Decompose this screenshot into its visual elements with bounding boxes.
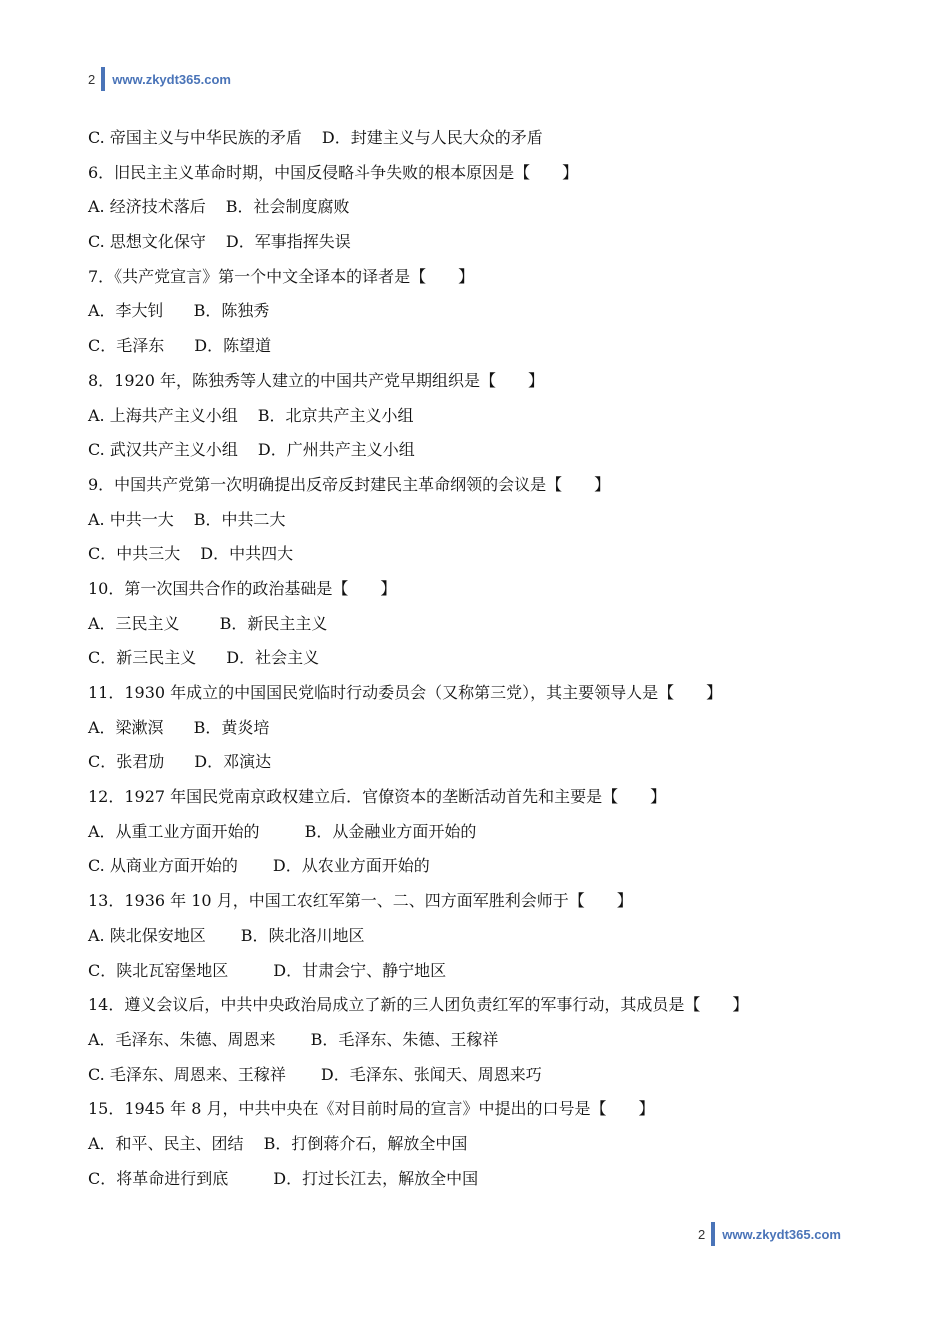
question-line	[88, 780, 868, 815]
option-line	[88, 1023, 868, 1058]
option-text: B．陈独秀	[193, 301, 270, 321]
option-line	[88, 1127, 868, 1162]
question-line	[88, 572, 868, 607]
option-text: D．打过长江去，解放全中国	[273, 1168, 479, 1188]
option-line	[88, 849, 868, 884]
option-text: B．社会制度腐败	[225, 197, 350, 217]
option-text: A. 上海共产主义小组	[88, 405, 238, 425]
option-text: B．打倒蒋介石，解放全中国	[263, 1133, 468, 1153]
question-text: 6．旧民主主义革命时期，中国反侵略斗争失败的根本原因是【 】	[88, 162, 579, 182]
option-line	[88, 399, 868, 434]
option-line	[88, 1058, 868, 1093]
footer-page-number: 2	[698, 1226, 706, 1242]
option-text: D．从农业方面开始的	[272, 856, 430, 876]
question-text: 8．1920 年，陈独秀等人建立的中国共产党早期组织是【 】	[88, 370, 544, 390]
question-text: 14．遵义会议后，中共中央政治局成立了新的三人团负责红军的军事行动，其成员是【 】	[88, 995, 749, 1015]
option-text: B．从金融业方面开始的	[304, 821, 477, 841]
option-line	[88, 1162, 868, 1197]
option-text: A．李大钊	[88, 301, 164, 321]
option-text: A．梁漱溟	[88, 717, 164, 737]
question-text: 11．1930 年成立的中国国民党临时行动委员会（又称第三党），其主要领导人是【 】	[88, 683, 723, 702]
option-text: C．毛泽东	[88, 336, 165, 356]
question-text: 13．1936 年 10 月，中国工农红军第一、二、四方面军胜利会师于【 】	[88, 891, 633, 911]
option-text: D．中共四大	[200, 544, 294, 564]
option-text: C. 从商业方面开始的	[88, 856, 238, 876]
option-text: B．北京共产主义小组	[257, 405, 414, 425]
option-text: D．社会主义	[226, 648, 320, 668]
question-list	[88, 121, 868, 1196]
option-line	[88, 225, 868, 260]
option-text: C．中共三大	[88, 544, 181, 564]
option-text: A．三民主义	[88, 613, 180, 633]
question-line	[88, 676, 868, 711]
footer-divider	[711, 1222, 715, 1246]
option-text: A．和平、民主、团结	[88, 1133, 244, 1153]
footer-site: www.zkydt365.com	[722, 1226, 841, 1242]
option-text: A. 中共一大	[88, 509, 174, 529]
option-text: B．陕北洛川地区	[240, 925, 365, 945]
question-line	[88, 988, 868, 1023]
option-line	[88, 607, 868, 642]
option-text: D．陈望道	[194, 336, 272, 356]
option-line	[88, 329, 868, 364]
option-line	[88, 503, 868, 538]
question-text: 15．1945 年 8 月，中共中央在《对目前时局的宣言》中提出的口号是【 】	[88, 1099, 655, 1119]
option-text: C. 毛泽东、周恩来、王稼祥	[88, 1064, 286, 1084]
question-line	[88, 156, 868, 191]
question-text: 12．1927 年国民党南京政权建立后．官僚资本的垄断活动首先和主要是【 】	[88, 787, 667, 807]
option-text: C．将革命进行到底	[88, 1168, 229, 1188]
option-text: C. 武汉共产主义小组	[88, 440, 238, 460]
option-text: A．毛泽东、朱德、周恩来	[88, 1029, 276, 1049]
question-line	[88, 468, 868, 503]
option-text: D．封建主义与人民大众的矛盾	[321, 128, 543, 147]
option-text: A. 陕北保安地区	[88, 925, 206, 945]
option-text: A. 经济技术落后	[88, 197, 206, 217]
option-line	[88, 433, 868, 468]
option-line	[88, 919, 868, 954]
option-text: D．邓演达	[194, 752, 272, 772]
option-text: D．毛泽东、张闻天、周恩来巧	[320, 1064, 542, 1084]
question-line	[88, 364, 868, 399]
option-text: C．新三民主义	[88, 648, 197, 668]
option-text: C．张君劢	[88, 752, 165, 772]
option-text: B．新民主主义	[219, 613, 328, 633]
option-line	[88, 190, 868, 225]
question-line	[88, 1092, 868, 1127]
option-line	[88, 815, 868, 850]
question-line	[88, 260, 868, 295]
option-text: D．广州共产主义小组	[257, 440, 415, 460]
option-line	[88, 745, 868, 780]
header-site: www.zkydt365.com	[112, 71, 231, 87]
question-line	[88, 884, 868, 919]
page-footer	[698, 1222, 841, 1246]
option-text: C．陕北瓦窑堡地区	[88, 960, 229, 980]
option-line	[88, 537, 868, 572]
option-line	[88, 711, 868, 746]
option-text: B．中共二大	[193, 509, 286, 529]
header-page-number: 2	[88, 71, 96, 87]
option-line	[88, 294, 868, 329]
option-text: A．从重工业方面开始的	[88, 821, 260, 841]
question-text: 7．《共产党宣言》第一个中文全译本的译者是【 】	[88, 266, 475, 286]
option-text: D．军事指挥失误	[225, 232, 351, 252]
question-text: 10．第一次国共合作的政治基础是【 】	[88, 578, 397, 598]
option-text: C. 思想文化保守	[88, 232, 206, 252]
option-text: B．黄炎培	[193, 717, 270, 737]
header-divider	[101, 67, 105, 91]
option-text: B．毛泽东、朱德、王稼祥	[310, 1029, 499, 1049]
option-text: D．甘肃会宁、静宁地区	[273, 960, 447, 980]
option-text: C. 帝国主义与中华民族的矛盾	[88, 128, 302, 147]
option-line	[88, 641, 868, 676]
question-text: 9．中国共产党第一次明确提出反帝反封建民主革命纲领的会议是【 】	[88, 474, 611, 494]
page-header	[88, 67, 231, 91]
option-line	[88, 954, 868, 989]
option-line	[88, 121, 868, 156]
